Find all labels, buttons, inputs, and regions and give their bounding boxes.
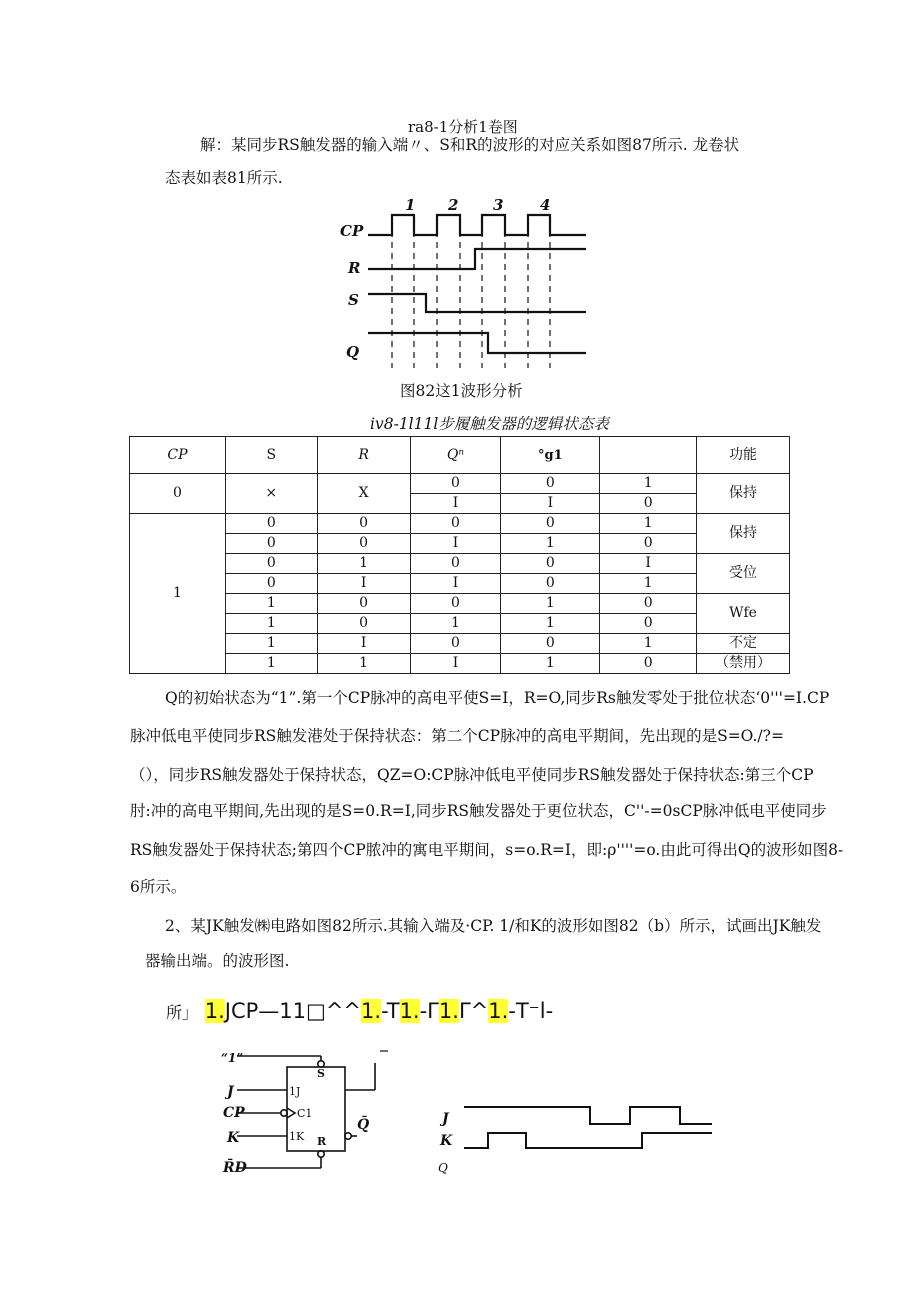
- paragraph-line: （），同步RS触发器处于保持状态，QZ=O:CP脉冲低电平使同步RS触发器处于保持状态:第三个CP: [130, 766, 814, 784]
- cell: 1: [317, 554, 410, 574]
- cp-input-label: CP: [223, 1105, 245, 1121]
- table-row: [130, 554, 790, 574]
- paragraph-line: Q的初始状态为“1”.第一个CP脉冲的高电平使S=I，R=O,同步Rs触发零处于批位状态‘0'''=I.CP: [165, 689, 830, 707]
- jk-waveform-figure: [430, 1095, 720, 1185]
- rs-waveform-figure: [330, 190, 600, 370]
- pin-c1: C1: [297, 1107, 313, 1120]
- header-cell: 功能: [697, 437, 790, 474]
- q-signal-label: Q: [346, 343, 360, 361]
- pulse-number: 1: [405, 196, 416, 214]
- pulse-number: 3: [493, 196, 504, 214]
- cp-signal-label: CP: [340, 222, 364, 240]
- cell: 0: [317, 614, 410, 634]
- garbled-text: JCP—11□^^: [224, 999, 362, 1023]
- j-wave-label: J: [442, 1111, 449, 1127]
- cell: I: [600, 554, 697, 574]
- cell: 0: [130, 474, 226, 514]
- cell: 1: [501, 534, 600, 554]
- question2-line: 器输出端。的波形图.: [145, 952, 290, 970]
- table-row: [130, 534, 790, 554]
- function-cell: （禁用）: [697, 654, 790, 674]
- header-cell: Qⁿ: [410, 437, 501, 474]
- cell: I: [410, 574, 501, 594]
- k-waveform: [464, 1133, 712, 1148]
- highlight-mark: 1.: [204, 999, 225, 1023]
- cell: 0: [225, 514, 317, 534]
- k-wave-label: K: [440, 1133, 453, 1149]
- solution-line-2: 态表如表81所示.: [165, 169, 283, 187]
- table-row: [130, 594, 790, 614]
- cell: 0: [410, 554, 501, 574]
- header-cell: S: [225, 437, 317, 474]
- cell: 0: [225, 554, 317, 574]
- function-cell: Wfe: [697, 594, 790, 634]
- function-cell: 保持: [697, 514, 790, 554]
- cell: 1: [225, 594, 317, 614]
- cell: 1: [600, 574, 697, 594]
- cell: 0: [501, 554, 600, 574]
- table-row: [130, 614, 790, 634]
- cell: 0: [225, 534, 317, 554]
- table-row: [130, 634, 790, 654]
- function-cell: 保持: [697, 474, 790, 514]
- pin-s: S: [317, 1067, 325, 1080]
- cell: 1: [600, 634, 697, 654]
- pulse-number: 4: [540, 196, 551, 214]
- garbled-text: Γ^: [458, 999, 489, 1023]
- cell: 1: [600, 514, 697, 534]
- header-cell: [600, 437, 697, 474]
- garbled-text: -T: [381, 999, 400, 1023]
- paragraph-line: RS触发器处于保持状态;第四个CP脓冲的寓电平期间，s=o.R=I，即:ρ''''=o.由此可得出Q的波形如图8-: [130, 841, 844, 859]
- cell: 1: [600, 474, 697, 494]
- cell: 0: [317, 514, 410, 534]
- header-cell: R: [317, 437, 410, 474]
- cell: 0: [600, 654, 697, 674]
- question2-line: 2、某JK触发㈱电路如图82所示.其输入端及·CP. 1/和K的波形如图82（b）所示，试画出JK触发: [165, 917, 822, 935]
- cell: 1: [317, 654, 410, 674]
- cell: 0: [501, 574, 600, 594]
- garbled-text: -Γ: [419, 999, 439, 1023]
- cell: 0: [410, 634, 501, 654]
- cp-waveform: [368, 215, 586, 235]
- function-cell: 受位: [697, 554, 790, 594]
- function-cell: 不定: [697, 634, 790, 654]
- q-bar-output-label: Q̄: [357, 1117, 370, 1133]
- r-signal-label: R: [348, 259, 361, 277]
- cell: 1: [410, 614, 501, 634]
- table-caption: ⅳ8-1l11l步履触发器的逻辑状态表: [370, 415, 609, 433]
- cell: 1: [501, 614, 600, 634]
- pulse-number: 2: [448, 196, 459, 214]
- cell: 0: [225, 574, 317, 594]
- top-caption: ra8-1分析1卷图: [408, 118, 518, 136]
- cell: I: [317, 574, 410, 594]
- highlight-mark: 1.: [361, 999, 382, 1023]
- garbled-text: -T⁻l-: [508, 999, 554, 1023]
- table-header-row: [130, 437, 790, 474]
- cell: ×: [225, 474, 317, 514]
- s-signal-label: S: [348, 291, 359, 309]
- r-waveform: [368, 249, 586, 269]
- paragraph-line: 脉冲低电平使同步RS触发港处于保持状态：第二个CP脉冲的高电平期间，先出现的是S=O./?=: [130, 727, 784, 745]
- cell: 0: [600, 494, 697, 514]
- pin-1j: 1J: [289, 1085, 301, 1098]
- cell: I: [317, 634, 410, 654]
- table-row: [130, 654, 790, 674]
- cell: X: [317, 474, 410, 514]
- q-wave-label: Q: [438, 1161, 448, 1175]
- cell: 0: [317, 534, 410, 554]
- table-row: [130, 474, 790, 494]
- q-waveform: [368, 333, 586, 353]
- j-waveform: [464, 1107, 712, 1124]
- table-row: [130, 514, 790, 534]
- highlight-mark: 1.: [488, 999, 509, 1023]
- s-waveform: [368, 294, 586, 312]
- cell: 0: [600, 534, 697, 554]
- header-cell: CP: [130, 437, 226, 474]
- cell: 1: [130, 514, 226, 674]
- cell: I: [410, 494, 501, 514]
- paragraph-line: 肘:冲的高电平期间,先出现的是S=0.R=I,同步RS触发器处于更位状态，C''-=0sCP脉冲低电平使同步: [130, 802, 827, 820]
- cell: I: [410, 654, 501, 674]
- cell: 0: [501, 514, 600, 534]
- one-input-label: “1”: [221, 1051, 244, 1065]
- cell: 0: [410, 514, 501, 534]
- cell: I: [410, 534, 501, 554]
- table-row: [130, 574, 790, 594]
- highlight-mark: 1.: [399, 999, 420, 1023]
- cell: 1: [501, 594, 600, 614]
- pin-r: R: [317, 1135, 327, 1148]
- cell: 1: [225, 634, 317, 654]
- garbled-waveform-line: [166, 998, 553, 1026]
- highlight-mark: 1.: [438, 999, 459, 1023]
- solution-line-1: 解：某同步RS触发器的输入端〃、S和R的波形的对应关系如图87所示. 龙卷状: [200, 136, 740, 154]
- cell: 0: [317, 594, 410, 614]
- cell: 0: [600, 594, 697, 614]
- k-input-label: K: [227, 1130, 240, 1146]
- cell: 1: [501, 654, 600, 674]
- j-input-label: J: [227, 1084, 234, 1100]
- logic-state-table: [129, 436, 790, 674]
- paragraph-line: 6所示。: [130, 878, 187, 896]
- cell: 0: [600, 614, 697, 634]
- header-cell: °g1: [501, 437, 600, 474]
- fig1-caption: 图82这1波形分析: [400, 382, 523, 400]
- cell: 1: [225, 614, 317, 634]
- cell: 0: [410, 474, 501, 494]
- cell: I: [501, 494, 600, 514]
- rd-input-label: R̄D: [223, 1160, 247, 1176]
- pin-1k: 1K: [289, 1130, 305, 1143]
- jk-flipflop-circuit: [215, 1045, 405, 1185]
- garbled-prefix: 所」: [166, 1003, 199, 1022]
- cell: 0: [410, 594, 501, 614]
- cell: 0: [501, 634, 600, 654]
- cell: 0: [501, 474, 600, 494]
- cell: 1: [225, 654, 317, 674]
